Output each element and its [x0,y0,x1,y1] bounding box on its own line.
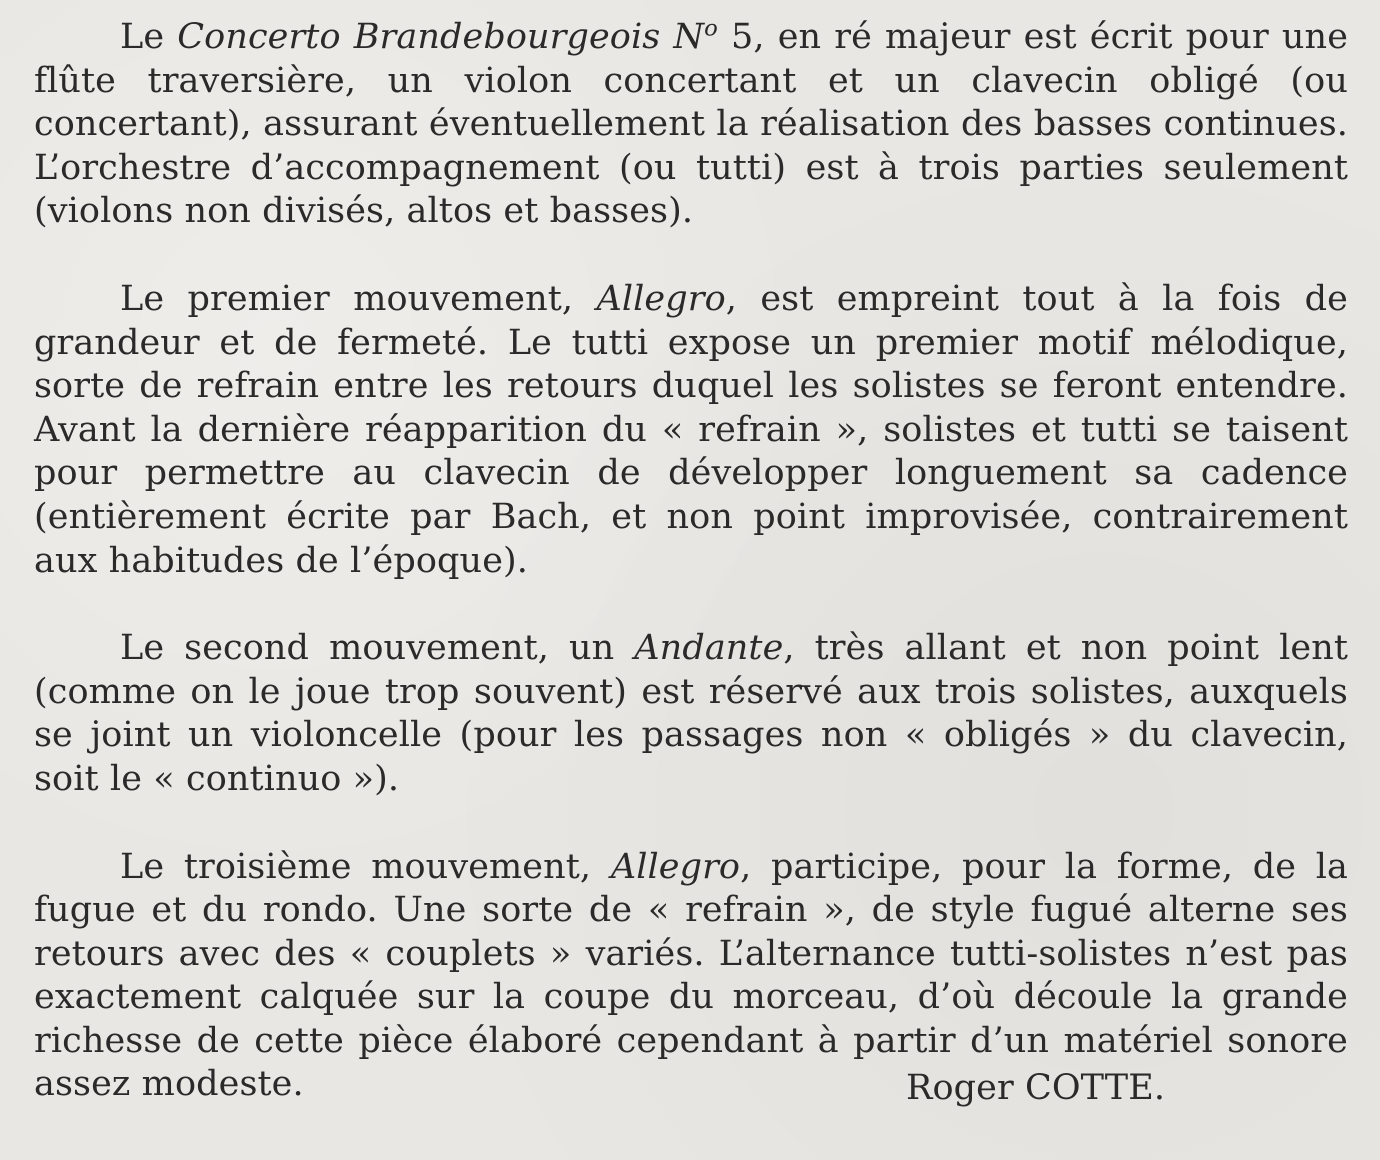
second-movement-tempo: Andante [634,628,784,669]
concerto-title-text: Concerto Brandebourgeois N [177,17,705,57]
paragraph-first-movement [34,278,1348,583]
third-movement-tempo: Allegro [610,846,741,887]
paragraph-first-movement-text-end: , est empreint tout à la fois de grandeur et de fermeté. Le tutti expose un premier motif mélodique, sorte de refrain entre les retours duquel les solistes se feront entendre. Avant la dernière réapparition du « refrain », solistes et tutti se taisent pour permettre au clavecin de développer longuement sa cadence (entièrement écrite par Bach, et non point improvisée, contrairement aux habitudes de l’époque). [34,278,1348,581]
author-signature: Roger COTTE. [906,1068,1166,1108]
number-superscript: o [704,15,718,42]
paragraph-third-movement-text-end: , participe, pour la forme, de la fugue et du rondo. Une sorte de « refrain », de style fugué alterne ses retours avec des « couplets » variés. L’alternance tutti-solistes n’est pas exactement calquée sur la coupe du morceau, d’où découle la grande richesse de cette pièce élaboré cependant à partir d’un matériel sonore assez modeste. [34,846,1349,1105]
concerto-title [177,17,718,57]
paragraph-intro-text-end: 5, en ré majeur est écrit pour une flûte traversière, un violon concertant et un clavecin obligé (ou concertant), assurant éventuellement la réalisation des basses continues. L’orchestre d’accompagnement (ou tutti) est à trois parties seulement (violons non divisés, altos et basses). [34,17,1349,232]
paragraph-second-movement [34,627,1348,801]
paragraph-first-movement-text-start: Le premier mouvement, [120,278,597,319]
paragraph-second-movement-text-start: Le second mouvement, un [120,628,635,669]
paragraph-second-movement-text-end: , très allant et non point lent (comme on le joue trop souvent) est réservé aux trois solistes, auxquels se joint un violoncelle (pour les passages non « obligés » du clavecin, soit le « continuo »). [34,628,1349,799]
first-movement-tempo: Allegro [596,278,726,319]
paragraph-intro-text-start: Le [120,17,178,57]
paragraph-third-movement-text-start: Le troisième mouvement, [120,846,611,887]
paragraph-intro [34,16,1348,234]
